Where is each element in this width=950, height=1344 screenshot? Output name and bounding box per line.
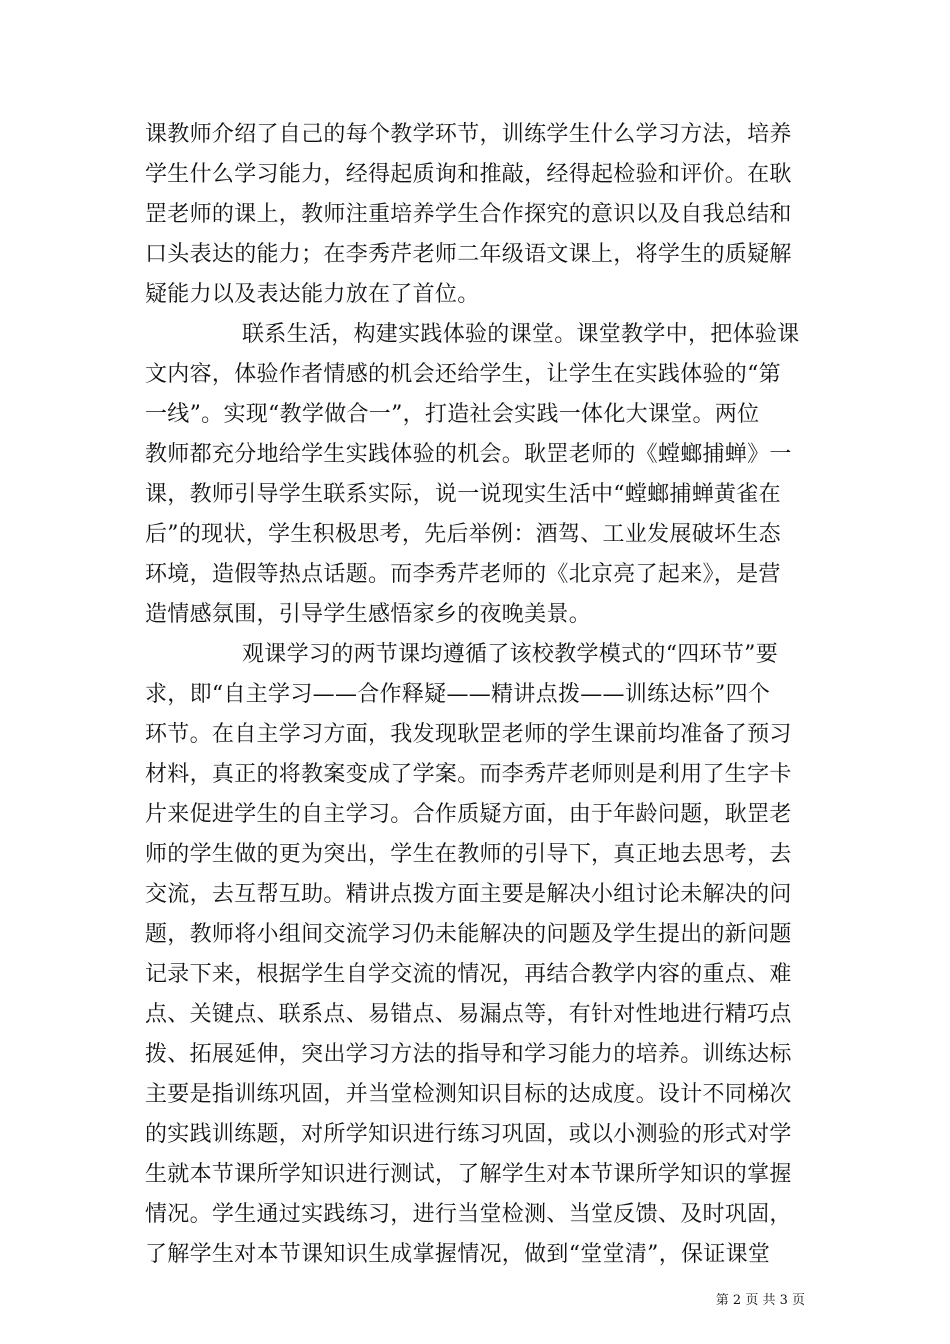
text-line: 口头表达的能力；在李秀芹老师二年级语文课上，将学生的质疑解 [145, 242, 792, 267]
text-line: 材料，真正的将教案变成了学案。而李秀芹老师则是利用了生字卡 [145, 762, 792, 787]
text-line: 观课学习的两节课均遵循了该校教学模式的“四环节”要 [242, 642, 778, 667]
text-line: 疑能力以及表达能力放在了首位。 [145, 282, 480, 307]
text-line: 情况。学生通过实践练习，进行当堂检测、当堂反馈、及时巩固， [145, 1202, 792, 1227]
page-number-footer: 第 2 页 共 3 页 [715, 1293, 805, 1308]
text-line: 课，教师引导学生联系实际，说一说现实生活中“螳螂捕蝉黄雀在 [145, 482, 781, 507]
text-line: 生就本节课所学知识进行测试，了解学生对本节课所学知识的掌握 [145, 1162, 792, 1187]
text-line: 了解学生对本节课知识生成掌握情况，做到“堂堂清”，保证课堂 [145, 1242, 771, 1267]
text-line: 的实践训练题，对所学知识进行练习巩固，或以小测验的形式对学 [145, 1122, 792, 1147]
text-line: 罡老师的课上，教师注重培养学生合作探究的意识以及自我总结和 [145, 202, 792, 227]
text-line: 教师都充分地给学生实践体验的机会。耿罡老师的《螳螂捕蝉》一 [145, 442, 792, 467]
text-line: 环节。在自主学习方面，我发现耿罡老师的学生课前均准备了预习 [145, 722, 792, 747]
text-line: 主要是指训练巩固，并当堂检测知识目标的达成度。设计不同梯次 [145, 1082, 792, 1107]
text-line: 求，即“自主学习——合作释疑——精讲点拨——训练达标”四个 [145, 682, 771, 707]
text-line: 片来促进学生的自主学习。合作质疑方面，由于年龄问题，耿罡老 [145, 802, 792, 827]
text-line: 交流，去互帮互助。精讲点拨方面主要是解决小组讨论未解决的问 [145, 882, 792, 907]
text-line: 后”的现状，学生积极思考，先后举例：酒驾、工业发展破坏生态 [145, 522, 781, 547]
text-line: 联系生活，构建实践体验的课堂。课堂教学中，把体验课 [242, 322, 800, 347]
text-line: 课教师介绍了自己的每个教学环节，训练学生什么学习方法，培养 [145, 122, 792, 147]
text-line: 拨、拓展延伸，突出学习方法的指导和学习能力的培养。训练达标 [145, 1042, 792, 1067]
text-line: 文内容，体验作者情感的机会还给学生，让学生在实践体验的“第 [145, 362, 781, 387]
text-line: 学生什么学习能力，经得起质询和推敲，经得起检验和评价。在耿 [145, 162, 792, 187]
text-line: 题，教师将小组间交流学习仍未能解决的问题及学生提出的新问题 [145, 922, 792, 947]
text-line: 师的学生做的更为突出，学生在教师的引导下，真正地去思考，去 [145, 842, 792, 867]
text-line: 造情感氛围，引导学生感悟家乡的夜晚美景。 [145, 602, 592, 627]
text-line: 环境，造假等热点话题。而李秀芹老师的《北京亮了起来》，是营 [145, 562, 781, 587]
text-line: 一线”。实现“教学做合一”，打造社会实践一体化大课堂。两位 [145, 402, 760, 427]
text-line: 点、关键点、联系点、易错点、易漏点等，有针对性地进行精巧点 [145, 1002, 792, 1027]
text-line: 记录下来，根据学生自学交流的情况，再结合教学内容的重点、难 [145, 962, 792, 987]
